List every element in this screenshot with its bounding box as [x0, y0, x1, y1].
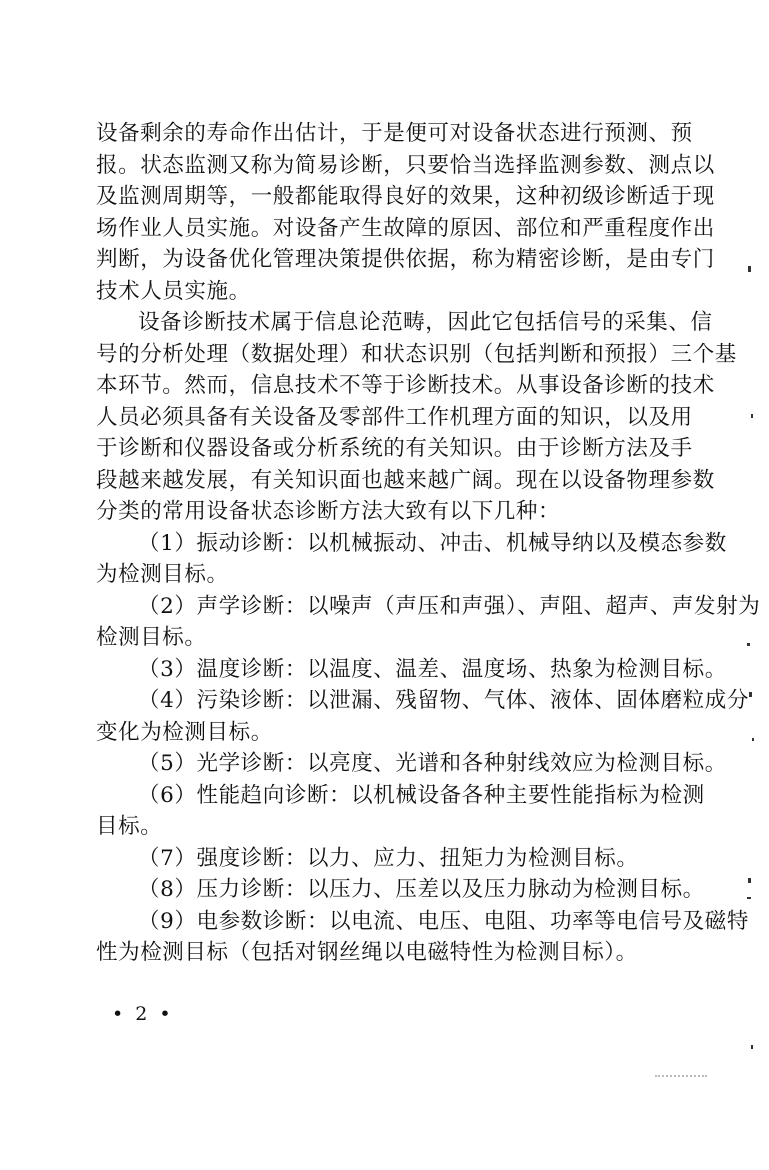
scan-mark	[751, 414, 753, 418]
text-line: 变化为检测目标。	[96, 719, 273, 745]
text-line: 于诊断和仪器设备或分析系统的有关知识。由于诊断方法及手	[96, 436, 693, 461]
text-line: 目标。	[96, 814, 163, 839]
text-line: 为检测目标。	[96, 562, 229, 587]
text-line: 判断，为设备优化管理决策提供依据，称为精密诊断，是由专门	[96, 247, 715, 272]
text-line: （7）强度诊断：以力、应力、扭矩力为检测目标。	[138, 845, 639, 871]
scan-mark	[747, 897, 751, 899]
text-line: 技术人员实施。	[96, 278, 251, 304]
text-line: 性为检测目标（包括对钢丝绳以电磁特性为检测目标）。	[96, 940, 638, 965]
text-line: （9）电参数诊断：以电流、电压、电阻、功率等电信号及磁特	[138, 908, 749, 934]
text-line: 设备剩余的寿命作出估计，于是便可对设备状态进行预测、预	[96, 121, 693, 146]
text-line: （2）声学诊断：以噪声（声压和声强）、声阻、超声、声发射为	[138, 593, 761, 619]
scan-mark	[748, 878, 751, 883]
text-line: 及监测周期等，一般都能取得良好的效果，这种初级诊断适于现	[96, 184, 715, 209]
text-line: 检测目标。	[96, 625, 207, 650]
text-line: 人员必须具备有关设备及零部件工作机理方面的知识，以及用	[96, 404, 693, 430]
scan-mark	[748, 266, 751, 272]
text-line: 本环节。然而，信息技术不等于诊断技术。从事设备诊断的技术	[96, 373, 715, 398]
text-line: （5）光学诊断：以亮度、光谱和各种射线效应为检测目标。	[138, 751, 727, 776]
scan-mark	[752, 738, 754, 741]
body-text	[96, 118, 761, 969]
text-line: （8）压力诊断：以压力、压差以及压力脉动为检测目标。	[138, 877, 705, 902]
text-line: 号的分析处理（数据处理）和状态识别（包括判断和预报）三个基	[96, 341, 737, 367]
text-line: （1）振动诊断：以机械振动、冲击、机械导纳以及模态参数	[138, 530, 727, 556]
scan-noise	[655, 1075, 707, 1082]
text-line: （3）温度诊断：以温度、温差、温度场、热象为检测目标。	[138, 656, 727, 682]
text-line: （6）性能趋向诊断：以机械设备各种主要性能指标为检测	[138, 782, 705, 808]
page-number: • 2 •	[112, 1003, 174, 1025]
scan-mark	[747, 643, 750, 646]
text-line: 设备诊断技术属于信息论范畴，因此它包括信号的采集、信	[138, 310, 713, 335]
scan-mark	[751, 1045, 753, 1049]
text-line: 报。状态监测又称为简易诊断，只要恰当选择监测参数、测点以	[96, 152, 715, 178]
text-line: 场作业人员实施。对设备产生故障的原因、部位和严重程度作出	[96, 215, 715, 241]
text-line: 分类的常用设备状态诊断方法大致有以下几种：	[96, 499, 561, 524]
scan-mark	[749, 692, 752, 697]
text-line: 段越来越发展，有关知识面也越来越广阔。现在以设备物理参数	[96, 467, 715, 493]
text-line: （4）污染诊断：以泄漏、残留物、气体、液体、固体磨粒成分	[138, 688, 749, 713]
